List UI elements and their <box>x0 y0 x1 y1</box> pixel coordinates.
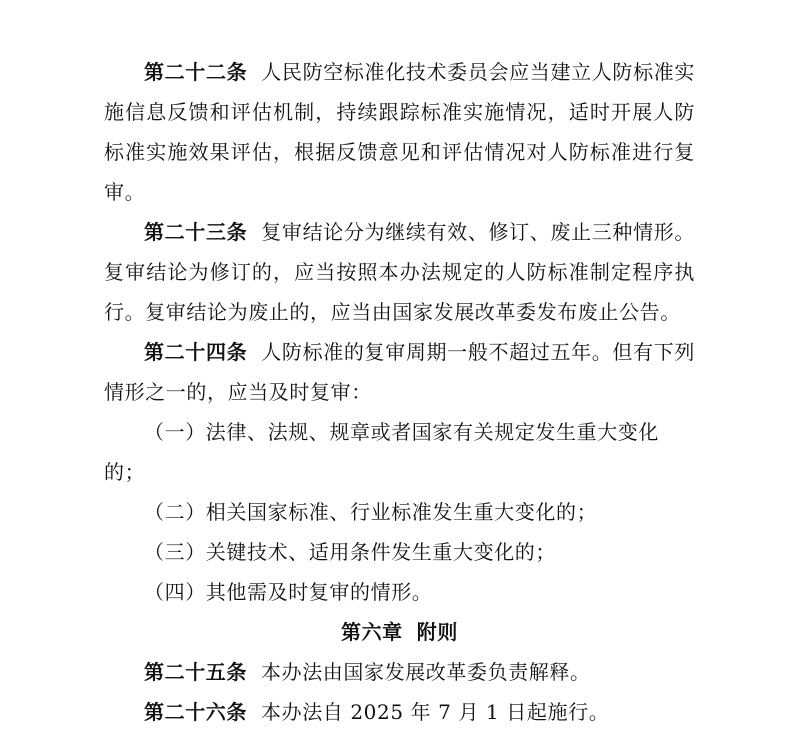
chapter-number: 第六章 <box>340 620 403 644</box>
article-number: 第二十五条 <box>144 660 247 684</box>
article-number: 第二十二条 <box>144 60 248 84</box>
article-text: 人防标准的复审周期一般不超过五年。但有下列情形之一的，应当及时复审： <box>104 340 695 404</box>
chapter-heading <box>104 612 695 652</box>
article-24-item-1: （一）法律、法规、规章或者国家有关规定发生重大变化的； <box>104 420 659 484</box>
article-text: 本办法自 2025 年 7 月 1 日起施行。 <box>261 700 610 724</box>
article-number: 第二十三条 <box>144 220 248 244</box>
article-26 <box>104 692 695 732</box>
article-text: 复审结论分为继续有效、修订、废止三种情形。复审结论为修订的，应当按照本办法规定的人防标准制定程序执行。复审结论为废止的，应当由国家发展改革委发布废止公告。 <box>104 220 695 324</box>
article-text: 人民防空标准化技术委员会应当建立人防标准实施信息反馈和评估机制，持续跟踪标准实施情况，适时开展人防标准实施效果评估，根据反馈意见和评估情况对人防标准进行复审。 <box>104 60 695 204</box>
article-text: 本办法由国家发展改革委负责解释。 <box>261 660 591 684</box>
article-24 <box>104 332 695 412</box>
article-22 <box>104 52 695 212</box>
chapter-title: 附则 <box>416 620 458 644</box>
article-24-item-2: （二）相关国家标准、行业标准发生重大变化的； <box>144 500 598 524</box>
article-24-item-4: （四）其他需及时复审的情形。 <box>144 580 433 604</box>
article-number: 第二十四条 <box>144 340 248 364</box>
article-23 <box>104 212 695 332</box>
article-24-item-3: （三）关键技术、适用条件发生重大变化的； <box>144 540 556 564</box>
article-number: 第二十六条 <box>144 700 247 724</box>
article-25 <box>104 652 695 692</box>
